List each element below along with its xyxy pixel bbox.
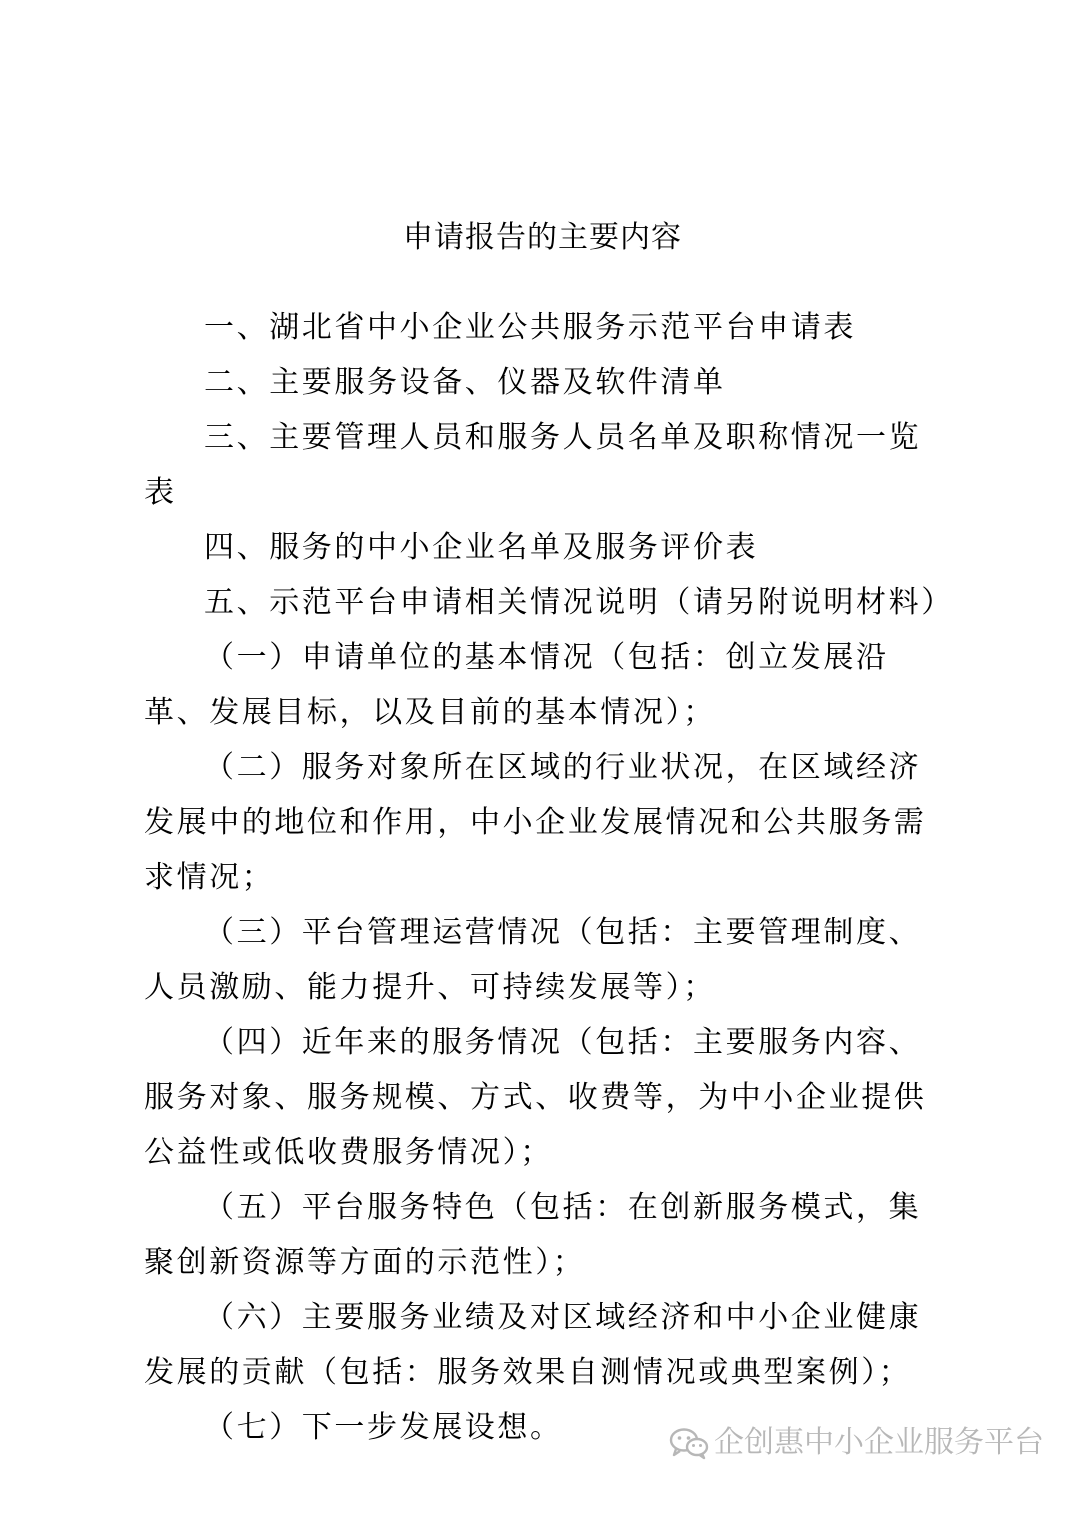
paragraph-sub-1: （一）申请单位的基本情况（包括：创立发展沿革、发展目标，以及目前的基本情况）；	[144, 640, 889, 730]
paragraph-sub-3: （三）平台管理运营情况（包括：主要管理制度、人员激励、能力提升、可持续发展等）；	[144, 915, 922, 1005]
paragraph-sub-7: （七）下一步发展设想。	[204, 1410, 563, 1445]
paragraph-sub-5: （五）平台服务特色（包括：在创新服务模式，集聚创新资源等方面的示范性）；	[144, 1190, 922, 1280]
paragraph-sub-6: （六）主要服务业绩及对区域经济和中小企业健康发展的贡献（包括：服务效果自测情况或典型案例）；	[144, 1300, 922, 1390]
watermark-text: 企创惠中小企业服务平台	[714, 1425, 1044, 1460]
paragraph-sub-2: （二）服务对象所在区域的行业状况，在区域经济发展中的地位和作用，中小企业发展情况和公共服务需求情况；	[144, 750, 927, 895]
paragraph-item-2: 二、主要服务设备、仪器及软件清单	[204, 365, 726, 400]
paragraph-sub-4: （四）近年来的服务情况（包括：主要服务内容、服务对象、服务规模、方式、收费等，为中小企业提供公益性或低收费服务情况）；	[144, 1025, 927, 1170]
paragraph-item-3: 三、主要管理人员和服务人员名单及职称情况一览表	[144, 420, 922, 510]
wechat-icon	[668, 1426, 710, 1460]
document-title: 申请报告的主要内容	[403, 220, 682, 256]
paragraph-item-5: 五、示范平台申请相关情况说明（请另附说明材料）	[204, 585, 954, 620]
watermark	[668, 1423, 1044, 1463]
document-body	[144, 300, 954, 1455]
paragraph-item-1: 一、湖北省中小企业公共服务示范平台申请表	[204, 310, 856, 345]
paragraph-item-4: 四、服务的中小企业名单及服务评价表	[204, 530, 759, 565]
